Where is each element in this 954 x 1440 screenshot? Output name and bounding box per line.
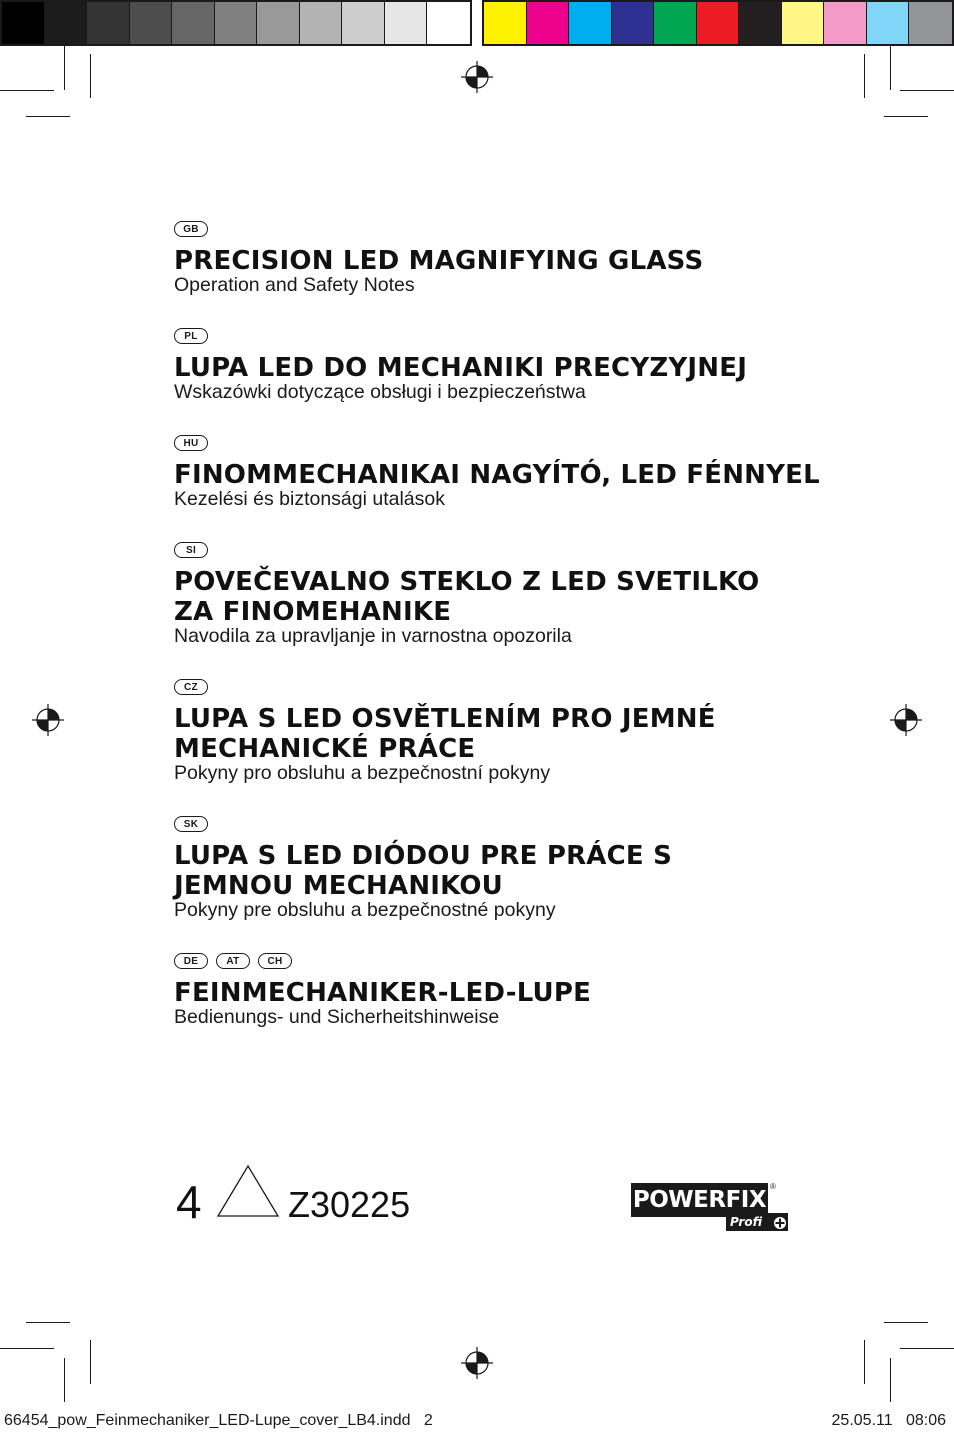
section-subtitle: Pokyny pre obsluhu a bezpečnostné pokyny — [174, 899, 556, 921]
crop-mark — [890, 1358, 891, 1402]
color-swatch-7 — [782, 2, 825, 44]
color-swatch-6 — [739, 2, 782, 44]
section-subtitle: Bedienungs- und Sicherheitshinweise — [174, 1006, 500, 1028]
crop-mark — [64, 46, 65, 90]
country-badges — [174, 679, 874, 697]
section-hu — [174, 435, 874, 510]
gray-swatch-8 — [342, 2, 385, 44]
section-sk — [174, 816, 874, 921]
gray-swatch-7 — [300, 2, 343, 44]
color-swatch-0 — [484, 2, 527, 44]
section-title: FEINMECHANIKER-LED-LUPE — [174, 978, 592, 1008]
registration-crosshair-icon — [461, 1347, 493, 1379]
color-swatch-2 — [569, 2, 612, 44]
date-slug: 25.05.11 08:06 — [831, 1412, 946, 1429]
model-code: Z30225 — [288, 1184, 411, 1225]
crop-mark — [884, 116, 928, 117]
country-badges — [174, 328, 874, 346]
logo-sub-text: Profi — [726, 1213, 788, 1231]
gray-swatch-5 — [215, 2, 258, 44]
crop-mark — [0, 90, 54, 91]
color-swatch-8 — [824, 2, 867, 44]
triangle-icon — [215, 1163, 281, 1219]
country-badges — [174, 221, 874, 239]
crop-mark — [90, 54, 91, 98]
color-swatch-5 — [697, 2, 740, 44]
country-badges — [174, 542, 874, 560]
crop-mark — [890, 46, 891, 90]
logo-registered-mark: ® — [770, 1182, 776, 1191]
country-badge: SK — [174, 816, 208, 832]
crop-mark — [26, 116, 70, 117]
crop-mark — [90, 1340, 91, 1384]
country-badge: CZ — [174, 679, 208, 695]
country-badge: PL — [174, 328, 208, 344]
section-de-at-ch — [174, 953, 874, 1028]
crop-mark — [900, 90, 954, 91]
powerfix-logo — [631, 1183, 793, 1233]
country-badge: DE — [174, 953, 208, 969]
gray-swatch-9 — [385, 2, 428, 44]
crop-mark — [0, 1348, 54, 1349]
section-gb — [174, 221, 874, 296]
section-title: LUPA S LED DIÓDOU PRE PRÁCE S — [174, 841, 673, 871]
section-subtitle: Kezelési és biztonsági utalások — [174, 488, 445, 510]
section-title-line2: JEMNOU MECHANIKOU — [174, 871, 503, 901]
logo-main-text: POWERFIX — [631, 1183, 768, 1217]
section-title: LUPA LED DO MECHANIKI PRECYZYJNEJ — [174, 353, 748, 383]
file-slug: 66454_pow_Feinmechaniker_LED-Lupe_cover_LB4.indd 2 — [4, 1412, 433, 1429]
section-title: POVEČEVALNO STEKLO Z LED SVETILKO — [174, 567, 760, 597]
section-cz — [174, 679, 874, 784]
gray-swatch-4 — [172, 2, 215, 44]
crop-mark — [884, 1322, 928, 1323]
country-badges — [174, 816, 874, 834]
gray-swatch-6 — [257, 2, 300, 44]
section-title-line2: MECHANICKÉ PRÁCE — [174, 734, 476, 764]
country-badge: GB — [174, 221, 208, 237]
gray-swatch-10 — [427, 2, 470, 44]
grayscale-color-bar — [0, 0, 472, 46]
color-swatch-10 — [909, 2, 952, 44]
section-title-line2: ZA FINOMEHANIKE — [174, 597, 452, 627]
registration-crosshair-icon — [890, 704, 922, 736]
color-swatch-1 — [527, 2, 570, 44]
color-swatch-9 — [867, 2, 910, 44]
page-number: 4 — [176, 1176, 202, 1228]
section-subtitle: Navodila za upravljanje in varnostna opozorila — [174, 625, 572, 647]
gray-swatch-0 — [2, 2, 45, 44]
gray-swatch-3 — [130, 2, 173, 44]
color-swatch-4 — [654, 2, 697, 44]
section-title: FINOMMECHANIKAI NAGYÍTÓ, LED FÉNNYEL — [174, 460, 820, 490]
crop-mark — [864, 54, 865, 98]
crop-mark — [64, 1358, 65, 1402]
process-color-bar — [482, 0, 954, 46]
crop-mark — [900, 1348, 954, 1349]
registration-crosshair-icon — [461, 61, 493, 93]
registration-crosshair-icon — [32, 704, 64, 736]
crop-mark — [864, 1340, 865, 1384]
section-title: LUPA S LED OSVĚTLENÍM PRO JEMNÉ — [174, 704, 716, 734]
section-title: PRECISION LED MAGNIFYING GLASS — [174, 246, 704, 276]
color-swatch-3 — [612, 2, 655, 44]
gray-swatch-1 — [45, 2, 88, 44]
country-badge: AT — [216, 953, 250, 969]
country-badge: HU — [174, 435, 208, 451]
gray-swatch-2 — [87, 2, 130, 44]
section-subtitle: Wskazówki dotyczące obsługi i bezpieczeństwa — [174, 381, 586, 403]
country-badge: SI — [174, 542, 208, 558]
country-badges — [174, 435, 874, 453]
section-subtitle: Operation and Safety Notes — [174, 274, 415, 296]
section-subtitle: Pokyny pro obsluhu a bezpečnostní pokyny — [174, 762, 551, 784]
section-pl — [174, 328, 874, 403]
country-badge: CH — [258, 953, 292, 969]
section-si — [174, 542, 874, 647]
crop-mark — [26, 1322, 70, 1323]
plus-circle-icon — [771, 1214, 789, 1232]
country-badges — [174, 953, 874, 971]
